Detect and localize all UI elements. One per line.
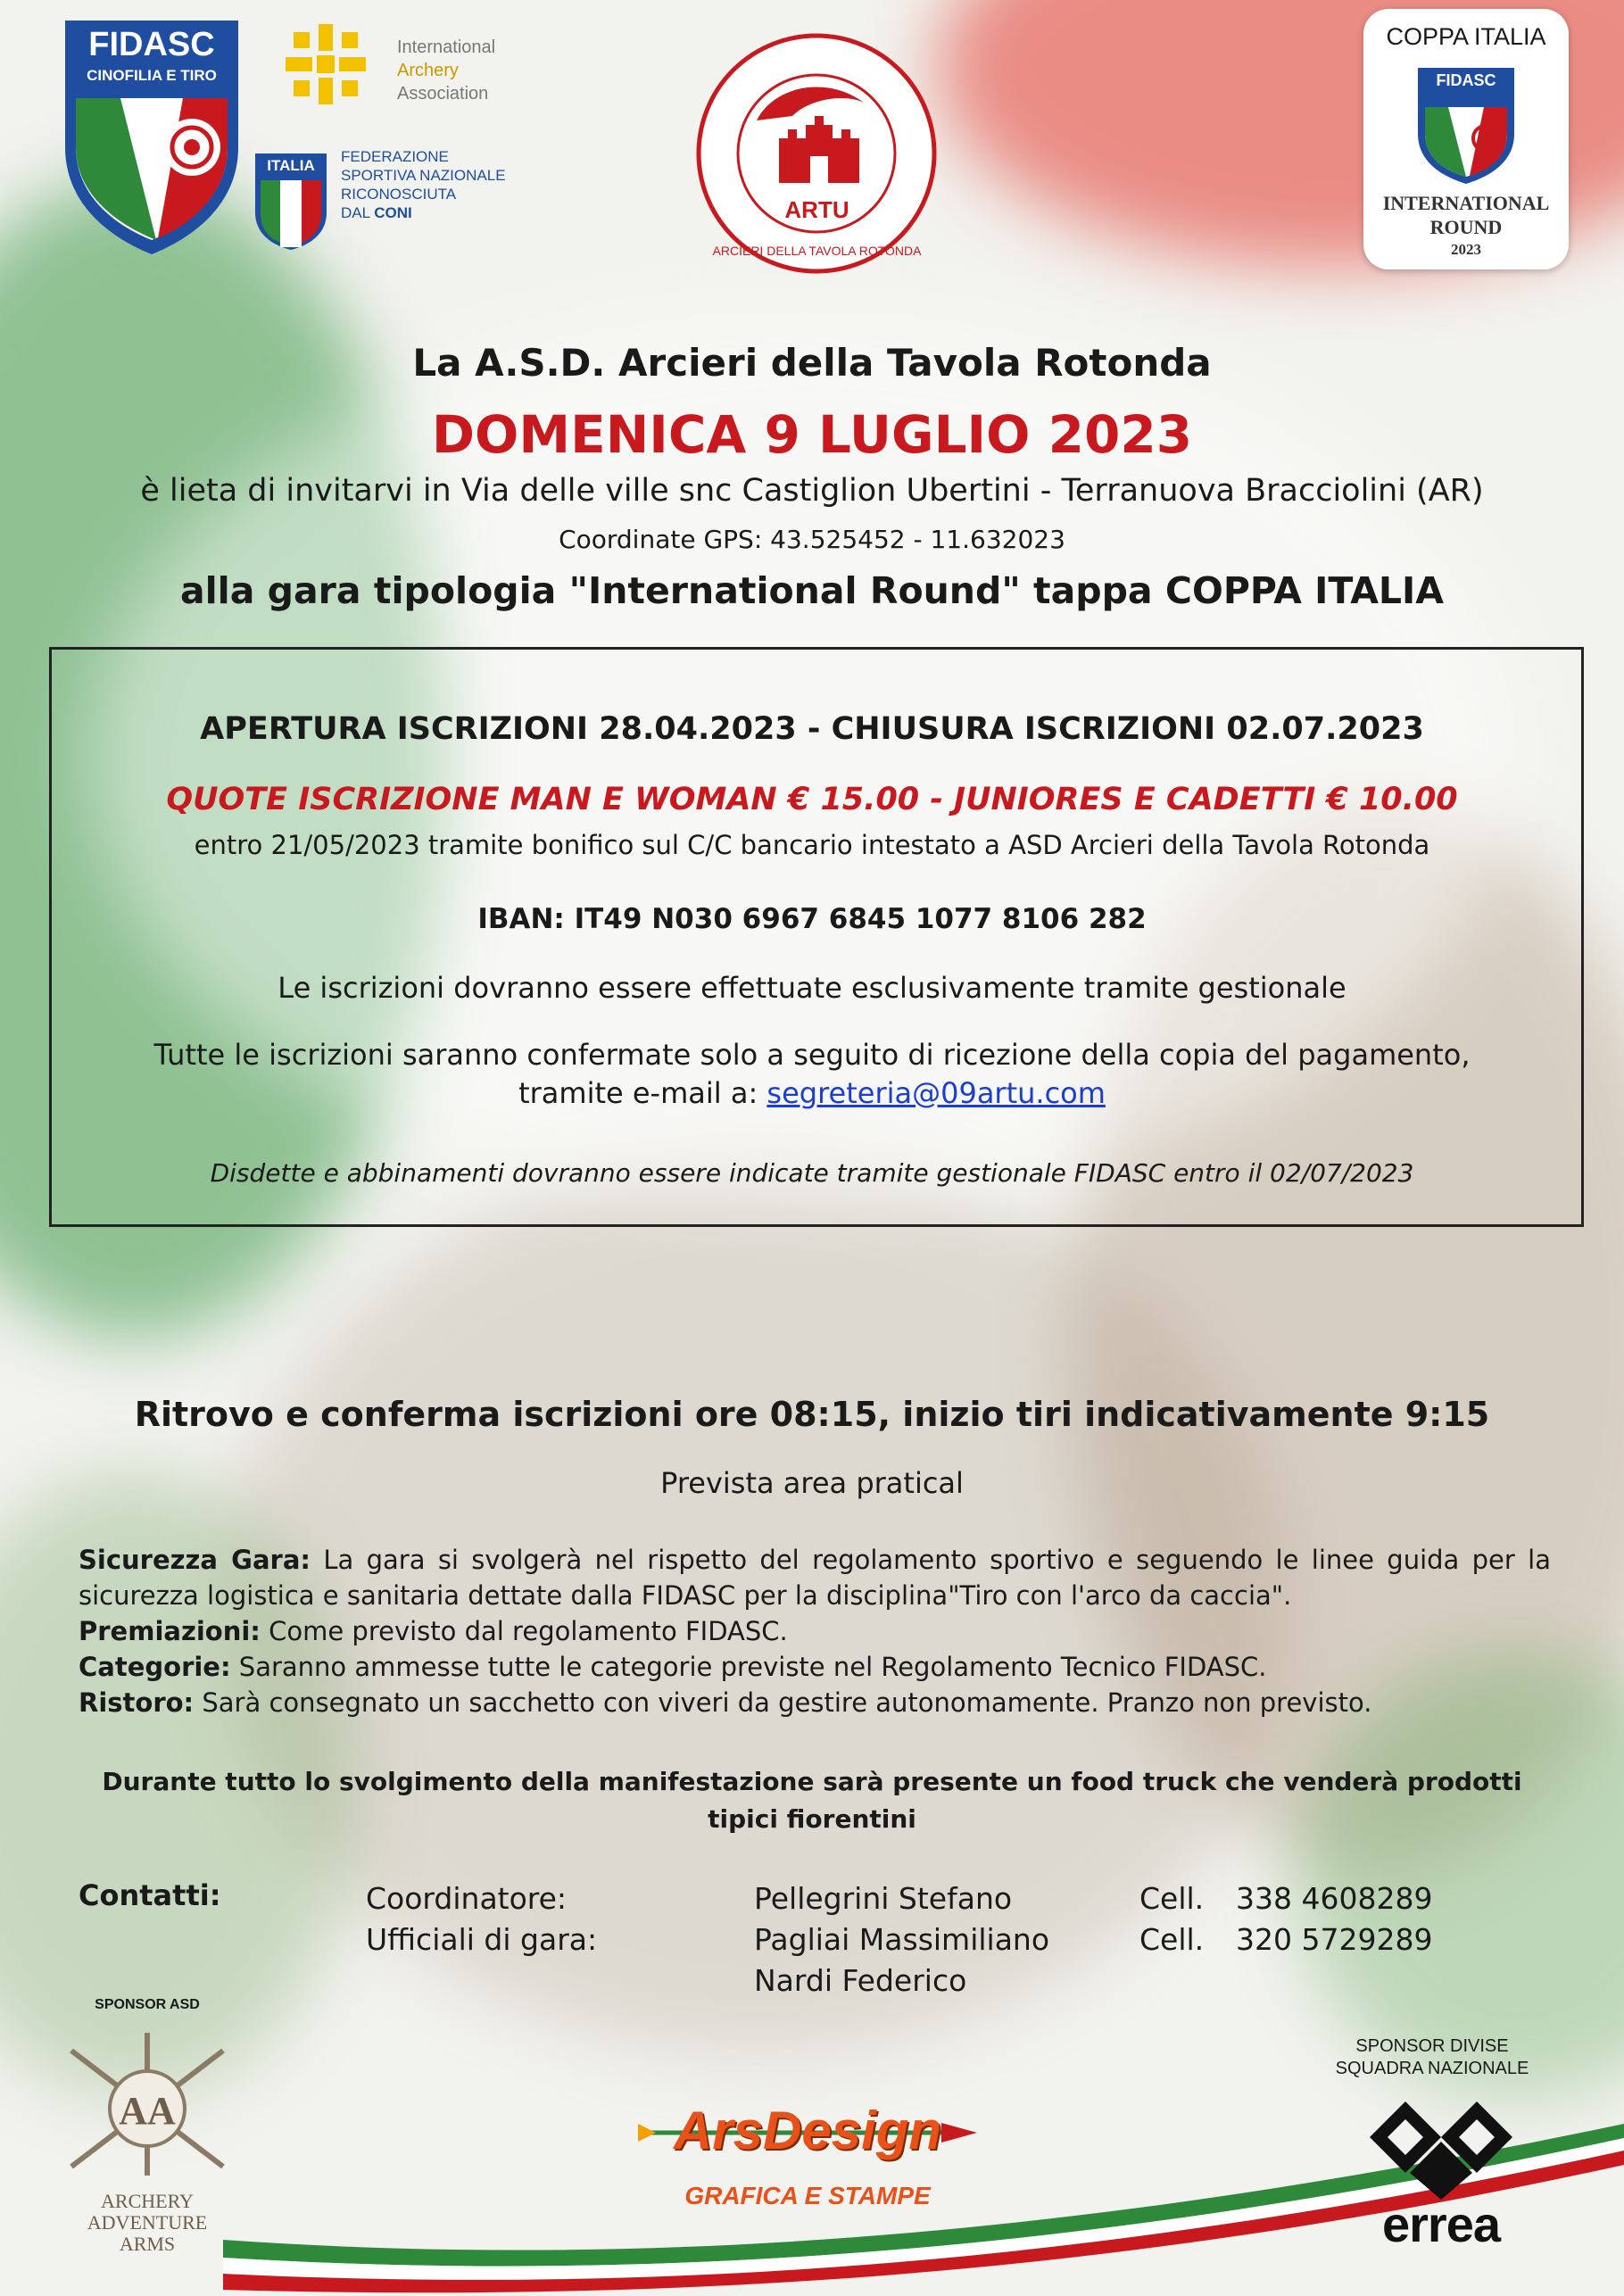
svg-text:AA: AA bbox=[119, 2089, 176, 2133]
contact-role: Ufficiali di gara: bbox=[366, 1922, 598, 1957]
awards-paragraph bbox=[79, 1613, 1551, 1649]
iaa-line1: International bbox=[397, 37, 496, 57]
iban: IBAN: IT49 N030 6967 6845 1077 8106 282 bbox=[477, 903, 1147, 935]
errea-diamond-icon bbox=[1370, 2101, 1512, 2200]
registration-fees: QUOTE ISCRIZIONE MAN E WOMAN € 15.00 - JUNIORES E CADETTI € 10.00 bbox=[166, 782, 1458, 817]
ars-sub: GRAFICA E STAMPE bbox=[684, 2182, 931, 2209]
safety-paragraph bbox=[79, 1542, 1551, 1613]
iaa-logo bbox=[281, 20, 522, 109]
aaa-line2: ADVENTURE bbox=[87, 2211, 208, 2234]
aaa-line3: ARMS bbox=[119, 2233, 176, 2255]
practice-area: Prevista area pratical bbox=[660, 1466, 964, 1500]
fidasc-sub: CINOFILIA E TIRO bbox=[87, 67, 217, 84]
contact-phone: 320 5729289 bbox=[1236, 1922, 1433, 1957]
contact-role bbox=[366, 1960, 754, 2002]
competition-title: alla gara tipologia "International Round" tappa COPPA ITALIA bbox=[179, 569, 1445, 612]
contacts-label: Contatti: bbox=[79, 1878, 221, 1912]
safety-label: Sicurezza Gara: bbox=[79, 1545, 311, 1575]
federazione-text bbox=[341, 147, 506, 222]
contact-cell-label bbox=[1139, 1960, 1236, 2002]
awards-text: Come previsto dal regolamento FIDASC. bbox=[260, 1616, 788, 1646]
coppa-title: COPPA ITALIA bbox=[1386, 23, 1546, 50]
coppa-year: 2023 bbox=[1451, 241, 1481, 258]
contact-role: Coordinatore: bbox=[366, 1881, 568, 1916]
fed-line4-pre: DAL bbox=[341, 204, 370, 221]
contact-cell-label: Cell. bbox=[1139, 1881, 1205, 1916]
categories-text: Saranno ammesse tutte le categorie previste nel Regolamento Tecnico FIDASC. bbox=[230, 1652, 1267, 1682]
email-prefix: tramite e-mail a: bbox=[518, 1076, 758, 1110]
invite-text: è lieta di invitarvi in Via delle ville snc Castiglion Ubertini - Terranuova Bracciolini (AR) bbox=[140, 473, 1484, 509]
contact-name: Pagliai Massimiliano bbox=[754, 1922, 1050, 1957]
email-link[interactable]: segreteria@09artu.com bbox=[766, 1076, 1106, 1110]
iaa-line3: Association bbox=[397, 84, 489, 104]
artu-castle-icon bbox=[694, 31, 940, 277]
iaa-line2: Archery bbox=[397, 61, 459, 80]
contact-phone: 338 4608289 bbox=[1236, 1881, 1433, 1916]
fidasc-name: FIDASC bbox=[88, 26, 215, 63]
food-text: Sarà consegnato un sacchetto con viveri da gestire autonomamente. Pranzo non previsto. bbox=[194, 1687, 1372, 1718]
italia-shield bbox=[252, 150, 330, 253]
registration-method: Le iscrizioni dovranno essere effettuate esclusivamente tramite gestionale bbox=[278, 971, 1346, 1005]
event-date: DOMENICA 9 LUGLIO 2023 bbox=[431, 404, 1193, 465]
coppa-line1: INTERNATIONAL bbox=[1382, 192, 1550, 214]
contact-row bbox=[366, 1919, 1432, 1960]
ars-name: ArsDesign bbox=[673, 2101, 942, 2160]
artu-name: ARTU bbox=[784, 196, 849, 223]
fed-line1: FEDERAZIONE bbox=[341, 148, 449, 165]
coppa-italia-badge bbox=[1363, 9, 1569, 269]
fidasc-logo bbox=[58, 13, 245, 259]
fed-line3: RICONOSCIUTA bbox=[341, 186, 457, 203]
food-truck-line2: tipici fiorentini bbox=[708, 1804, 916, 1834]
coppa-fidasc: FIDASC bbox=[1436, 71, 1496, 89]
errea-logo bbox=[1370, 2101, 1512, 2258]
contact-name: Pellegrini Stefano bbox=[754, 1881, 1013, 1916]
registration-dates: APERTURA ISCRIZIONI 28.04.2023 - CHIUSURA ISCRIZIONI 02.07.2023 bbox=[200, 711, 1424, 747]
categories-label: Categorie: bbox=[79, 1652, 231, 1682]
safety-text: La gara si svolgerà nel rispetto del regolamento sportivo e seguendo le linee guida per la sicurezza logistica e sanitaria dettate dalla FIDASC per la disciplina"Tiro con l'arco da caccia". bbox=[79, 1545, 1551, 1611]
categories-paragraph bbox=[79, 1649, 1551, 1685]
sponsor-asd-label: SPONSOR ASD bbox=[95, 1997, 200, 2012]
contact-row bbox=[366, 1878, 1432, 1919]
contacts-table bbox=[366, 1878, 1432, 2002]
food-paragraph bbox=[79, 1685, 1551, 1720]
arsdesign-logo bbox=[638, 2093, 977, 2226]
aaa-line1: ARCHERY bbox=[101, 2190, 194, 2212]
sponsor-divise-line1: SPONSOR DIVISE bbox=[1355, 2036, 1509, 2056]
errea-name: errea bbox=[1381, 2196, 1501, 2252]
food-truck-line1: Durante tutto lo svolgimento della manifestazione sarà presente un food truck che venderà prodotti bbox=[102, 1767, 1522, 1796]
confirmation-text: Tutte le iscrizioni saranno confermate solo a seguito di ricezione della copia del pagamento, bbox=[153, 1038, 1471, 1072]
fed-line4-bold: CONI bbox=[374, 204, 412, 221]
gps-coordinates: Coordinate GPS: 43.525452 - 11.632023 bbox=[559, 525, 1065, 554]
contact-name: Nardi Federico bbox=[754, 1963, 967, 1998]
contact-row bbox=[366, 1960, 1432, 2002]
info-section bbox=[79, 1542, 1551, 1720]
meeting-time: Ritrovo e conferma iscrizioni ore 08:15, inizio tiri indicativamente 9:15 bbox=[134, 1395, 1490, 1434]
sponsor-divise-line2: SQUADRA NAZIONALE bbox=[1335, 2059, 1529, 2078]
org-title: La A.S.D. Arcieri della Tavola Rotonda bbox=[412, 341, 1212, 385]
iaa-star-icon bbox=[281, 20, 370, 109]
crossed-swords-icon bbox=[54, 2024, 241, 2184]
fed-line2: SPORTIVA NAZIONALE bbox=[341, 167, 506, 184]
email-line bbox=[0, 1076, 1624, 1110]
contact-cell-label: Cell. bbox=[1139, 1922, 1205, 1957]
artu-logo bbox=[694, 31, 940, 277]
payment-info: entro 21/05/2023 tramite bonifico sul C/C bancario intestato a ASD Arcieri della Tavola Rotonda bbox=[194, 830, 1430, 860]
awards-label: Premiazioni: bbox=[79, 1616, 261, 1646]
cancellation-text: Disdette e abbinamenti dovranno essere indicate tramite gestionale FIDASC entro il 02/07/2023 bbox=[210, 1158, 1414, 1188]
italia-label: ITALIA bbox=[267, 157, 315, 174]
coppa-line2: ROUND bbox=[1429, 216, 1503, 238]
archery-adventure-arms-logo bbox=[54, 2024, 241, 2260]
food-label: Ristoro: bbox=[79, 1687, 195, 1718]
artu-ring-text: ARCIERI DELLA TAVOLA ROTONDA bbox=[712, 244, 922, 258]
